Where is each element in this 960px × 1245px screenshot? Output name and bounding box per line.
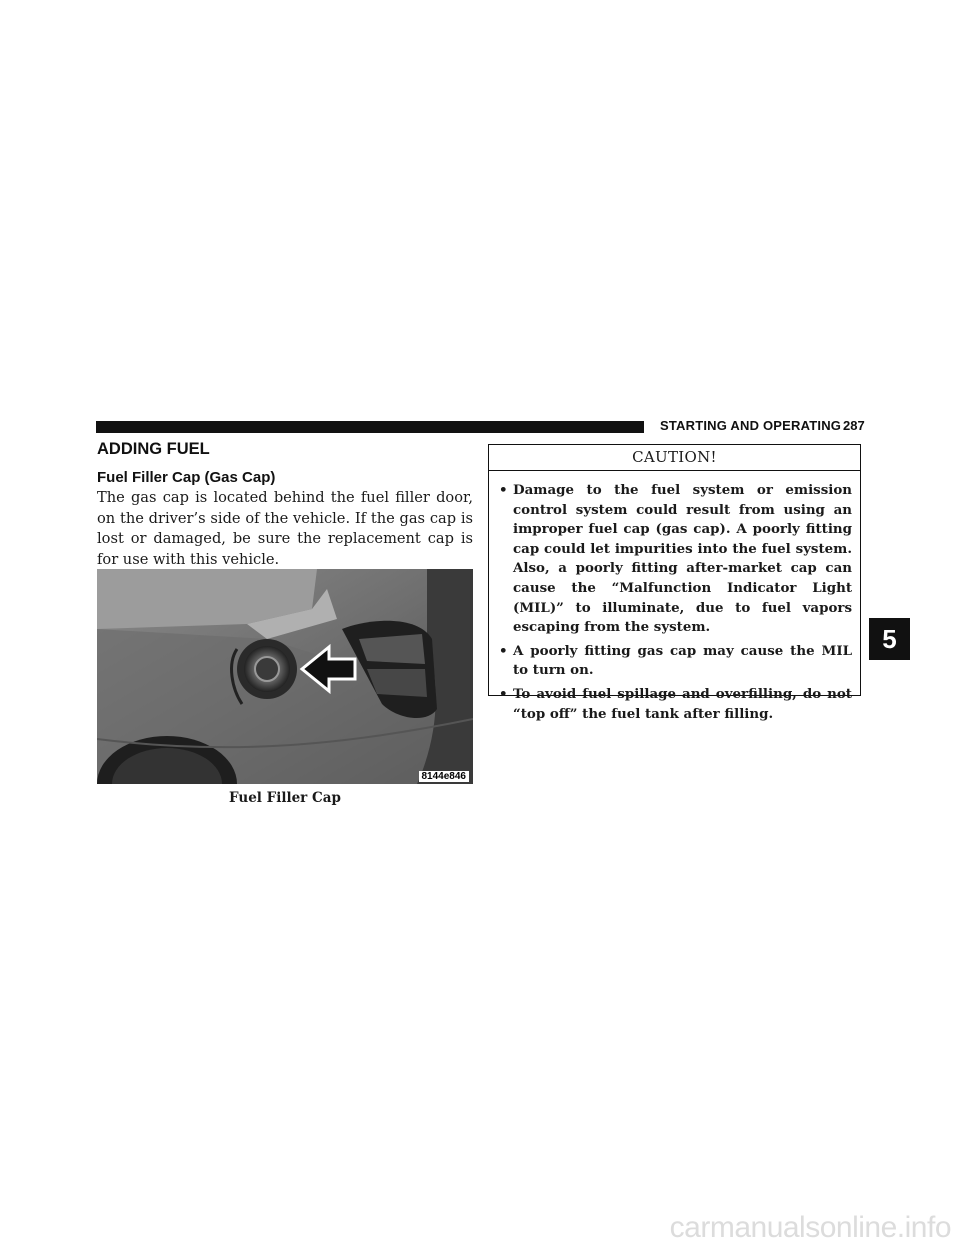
- subheading: Fuel Filler Cap (Gas Cap): [97, 469, 276, 486]
- fuel-filler-cap-illustration: [97, 569, 473, 784]
- caution-list: [489, 471, 860, 724]
- header-rule: [96, 421, 644, 433]
- caution-box: [488, 444, 861, 722]
- bullet-icon: •: [499, 482, 508, 498]
- caution-item: • Damage to the fuel system or emission control system could result from using an improper fuel cap (gas cap). A poorly fitting cap could let impurities into the fuel system. Also, a poorly fitting after-market cap can cause the “Malfunction Indicator Light (MIL)” to illuminate, due to fuel vapors escaping from the system.: [499, 482, 852, 636]
- body-paragraph: The gas cap is located behind the fuel filler door, on the driver’s side of the vehicle. If the gas cap is lost or damaged, be sure the replacement cap is for use with this vehicle.: [97, 489, 473, 568]
- caution-item: • A poorly fitting gas cap may cause the MIL to turn on.: [499, 642, 852, 679]
- caution-item: • To avoid fuel spillage and overfilling, do not “top off” the fuel tank after filling.: [499, 685, 852, 722]
- bullet-icon: •: [499, 685, 508, 702]
- page-number: 287: [843, 418, 865, 433]
- bullet-icon: •: [499, 642, 508, 659]
- section-title: STARTING AND OPERATING: [660, 418, 842, 433]
- figure-caption: Fuel Filler Cap: [229, 790, 341, 806]
- page-heading: ADDING FUEL: [97, 440, 210, 458]
- chapter-tab: 5: [869, 618, 910, 660]
- caution-title: CAUTION!: [489, 445, 860, 471]
- watermark: [0, 1207, 960, 1242]
- figure-id: 8144e846: [419, 771, 470, 782]
- watermark-text: carmanualsonline.info: [669, 1211, 951, 1244]
- fuel-filler-cap-photo: [97, 569, 473, 784]
